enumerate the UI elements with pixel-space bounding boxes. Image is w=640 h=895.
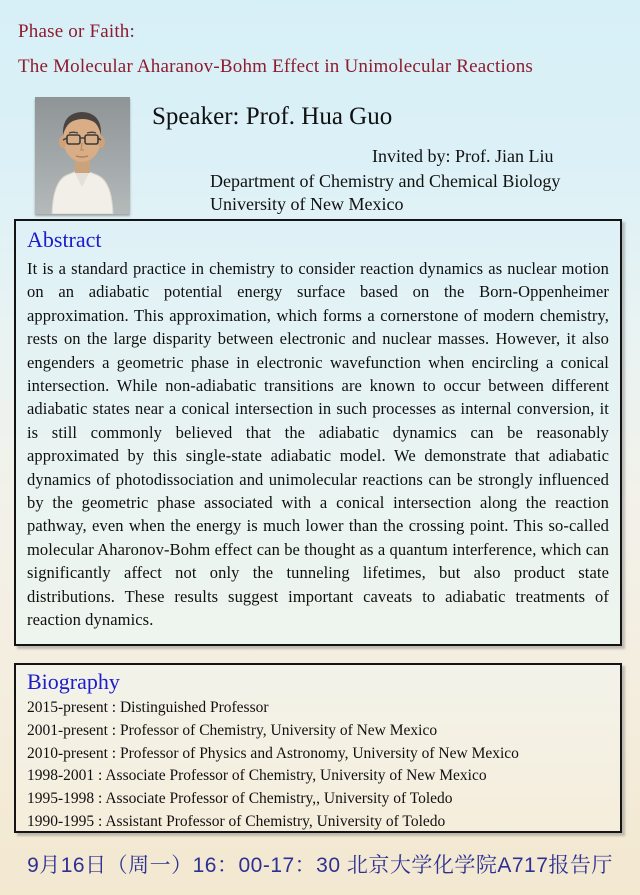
biography-panel	[14, 663, 622, 833]
poster-title	[18, 20, 628, 78]
event-time-location: 9月16日（周一）16：00-17：30 北京大学化学院A717报告厅	[27, 854, 613, 877]
biography-entry: 1998-2001 : Associate Professor of Chemistry, University of New Mexico	[27, 767, 487, 785]
speaker-portrait-image	[35, 97, 130, 214]
biography-entry: 2010-present : Professor of Physics and Astronomy, University of New Mexico	[27, 744, 519, 762]
biography-heading: Biography	[27, 669, 120, 694]
speaker-photo	[35, 97, 130, 214]
biography-entry: 2001-present : Professor of Chemistry, University of New Mexico	[27, 721, 438, 739]
title-line-2: The Molecular Aharanov-Bohm Effect in Unimolecular Reactions	[18, 56, 533, 77]
title-line-1: Phase or Faith:	[18, 21, 135, 42]
speaker-department: Department of Chemistry and Chemical Biology	[210, 171, 561, 191]
speaker-university: University of New Mexico	[210, 194, 404, 214]
biography-entry: 2015-present : Distinguished Professor	[27, 699, 269, 716]
abstract-body: It is a standard practice in chemistry to consider reaction dynamics as nuclear motion on an adiabatic potential energy surface based on the Born-Oppenheimer approximation. This approximation, which forms a cornerstone of modern chemistry, rests on the large disparity between electronic and nuclear masses. However, it also engenders a geometric phase in electronic wavefunction when encircling a conical intersection. While non-adiabatic transitions are known to occur between different adiabatic states near a conical intersection in such processes as internal conversion, it is still commonly believed that the adiabatic dynamics can be reasonably approximated by this single-state adiabatic model. We demonstrate that adiabatic dynamics of photodissociation and unimolecular reactions can be strongly influenced by the geometric phase associated with a conical intersection along the reaction pathway, even when the energy is much lower than the crossing point. This so-called molecular Aharonov-Bohm effect can be thought as a quantum interference, which can significantly affect not only the tunneling lifetimes, but also product state distributions. These results suggest important caveats to adiabatic treatments of reaction dynamics.	[27, 259, 609, 630]
abstract-heading: Abstract	[27, 227, 102, 252]
invited-by: Invited by: Prof. Jian Liu	[372, 146, 554, 166]
speaker-name: Speaker: Prof. Hua Guo	[152, 103, 393, 130]
biography-entry: 1995-1998 : Associate Professor of Chemistry,, University of Toledo	[27, 790, 453, 808]
abstract-panel	[14, 219, 622, 646]
biography-entry: 1990-1995 : Assistant Professor of Chemistry, University of Toledo	[27, 812, 446, 830]
